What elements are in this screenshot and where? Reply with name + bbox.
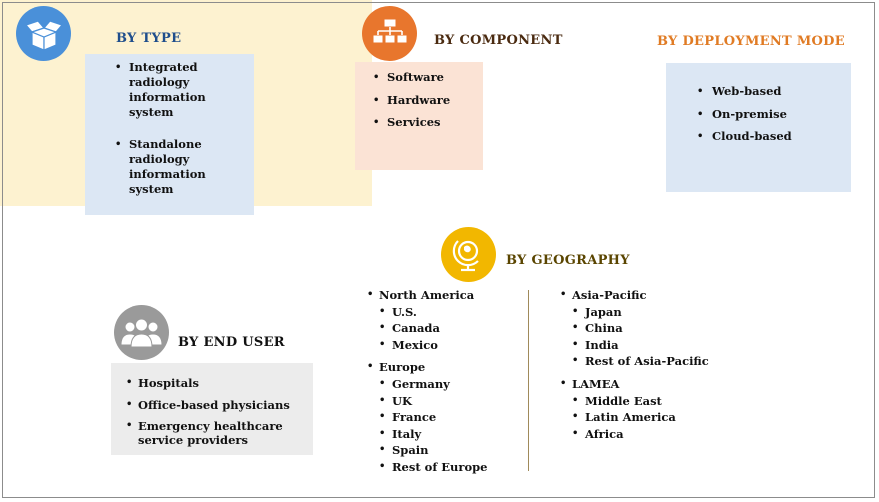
list-item: • Hardware	[373, 93, 483, 108]
geography-right-column	[560, 287, 709, 442]
list-item: • Office-based physicians	[126, 398, 307, 412]
column-divider	[528, 290, 529, 471]
end-user-box	[111, 363, 313, 455]
country-item: • Mexico	[367, 337, 488, 354]
network-hierarchy-icon	[362, 6, 417, 61]
geography-heading: BY GEOGRAPHY	[506, 253, 630, 268]
list-item: • Software	[373, 70, 483, 85]
globe-icon	[441, 227, 496, 282]
component-box	[355, 62, 483, 170]
geography-left-column	[367, 287, 488, 476]
region-item: • Asia-Pacific	[560, 287, 709, 304]
country-item: • Rest of Asia-Pacific	[560, 353, 709, 370]
country-item: • Rest of Europe	[367, 459, 488, 476]
country-item: • India	[560, 337, 709, 354]
country-item: • Spain	[367, 442, 488, 459]
country-item: • Germany	[367, 376, 488, 393]
country-item: • Latin America	[560, 409, 709, 426]
list-item: • Standalone radiology information system	[129, 137, 244, 197]
list-item: • Emergency healthcare service providers	[126, 419, 307, 447]
country-item: • France	[367, 409, 488, 426]
type-box	[85, 54, 254, 215]
country-item: • Africa	[560, 426, 709, 443]
region-item: • LAMEA	[560, 376, 709, 393]
type-heading: BY TYPE	[116, 31, 182, 46]
end-user-heading: BY END USER	[178, 335, 285, 350]
list-item: • Integrated radiology information system	[129, 60, 244, 120]
country-item: • China	[560, 320, 709, 337]
list-item: • Web-based	[697, 84, 851, 99]
country-item: • Canada	[367, 320, 488, 337]
country-item: • Japan	[560, 304, 709, 321]
open-box-icon	[16, 6, 71, 61]
region-item: • Europe	[367, 359, 488, 376]
list-item: • Services	[373, 115, 483, 130]
region-item: • North America	[367, 287, 488, 304]
country-item: • U.S.	[367, 304, 488, 321]
country-item: • UK	[367, 393, 488, 410]
component-heading: BY COMPONENT	[434, 33, 563, 48]
list-item: • Hospitals	[126, 376, 307, 390]
people-group-icon	[114, 305, 169, 360]
country-item: • Middle East	[560, 393, 709, 410]
list-item: • On-premise	[697, 107, 851, 122]
deployment-box	[666, 63, 851, 192]
deployment-heading: BY DEPLOYMENT MODE	[657, 34, 845, 49]
country-item: • Italy	[367, 426, 488, 443]
list-item: • Cloud-based	[697, 129, 851, 144]
